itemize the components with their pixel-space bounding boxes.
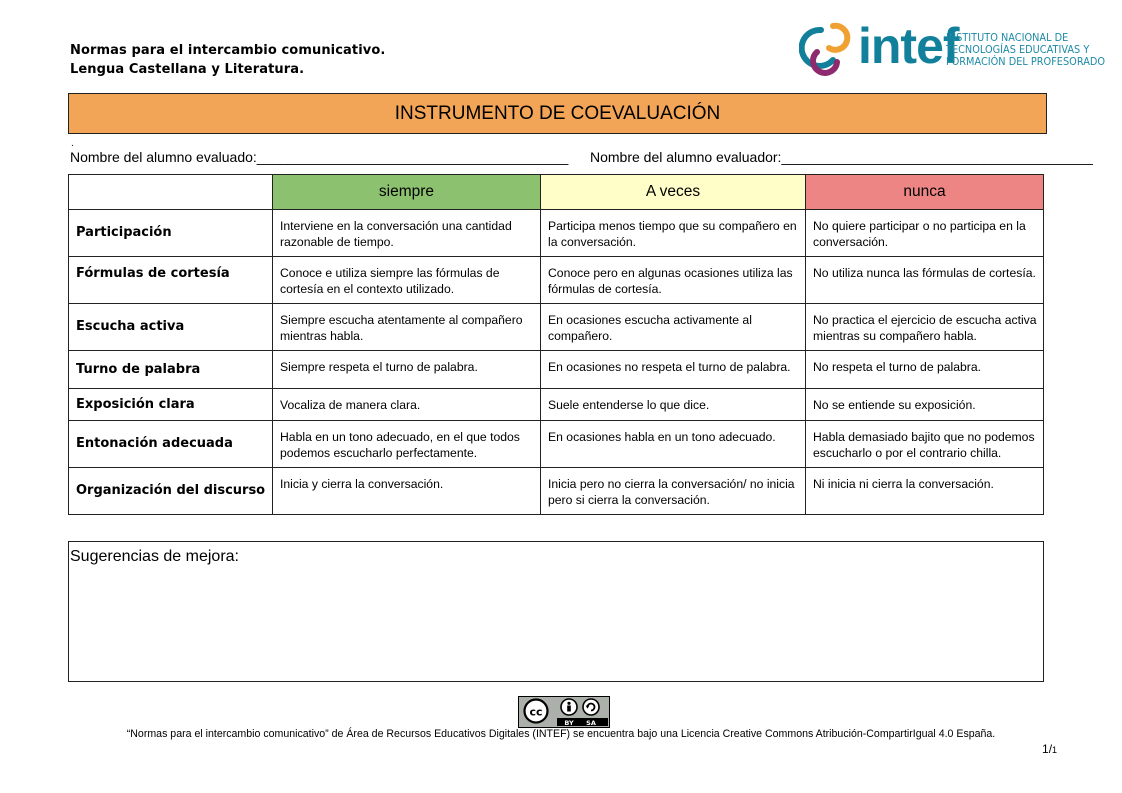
table-row bbox=[69, 351, 1044, 389]
header-empty-cell bbox=[69, 175, 273, 210]
nunca-cell: No respeta el turno de palabra. bbox=[806, 351, 1044, 389]
a-veces-cell: Inicia pero no cierra la conversación/ no inicia pero si cierra la conversación. bbox=[541, 468, 806, 515]
nunca-cell: No practica el ejercicio de escucha activa mientras su compañero habla. bbox=[806, 304, 1044, 351]
intef-subtitle-line-2: TECNOLOGÍAS EDUCATIVAS Y bbox=[946, 44, 1090, 56]
creative-commons-badge[interactable] bbox=[518, 696, 610, 728]
siempre-cell: Siempre respeta el turno de palabra. bbox=[273, 351, 541, 389]
a-veces-cell: Suele entenderse lo que dice. bbox=[541, 389, 806, 421]
page-total: 1 bbox=[1052, 745, 1058, 755]
rubric-table bbox=[68, 174, 1044, 515]
nunca-cell: Ni inicia ni cierra la conversación. bbox=[806, 468, 1044, 515]
criterion-cell: Organización del discurso bbox=[69, 468, 273, 515]
a-veces-cell: En ocasiones no respeta el turno de palabra. bbox=[541, 351, 806, 389]
nunca-cell: Habla demasiado bajito que no podemos escucharlo o por el contrario chilla. bbox=[806, 421, 1044, 468]
intef-logo-icon bbox=[799, 22, 855, 76]
nunca-cell: No utiliza nunca las fórmulas de cortesía. bbox=[806, 257, 1044, 304]
sa-label: SA bbox=[586, 719, 596, 727]
siempre-cell: Vocaliza de manera clara. bbox=[273, 389, 541, 421]
rubric-header-row bbox=[69, 175, 1044, 210]
table-row bbox=[69, 389, 1044, 421]
siempre-cell: Conoce e utiliza siempre las fórmulas de cortesía en el contexto utilizado. bbox=[273, 257, 541, 304]
suggestions-label: Sugerencias de mejora: bbox=[70, 548, 239, 565]
criterion-cell: Participación bbox=[69, 210, 273, 257]
document-title-line-2: Lengua Castellana y Literatura. bbox=[70, 62, 305, 77]
criterion-cell: Exposición clara bbox=[69, 389, 273, 421]
siempre-cell: Interviene en la conversación una cantidad razonable de tiempo. bbox=[273, 210, 541, 257]
header-siempre: siempre bbox=[273, 175, 541, 210]
intef-wordmark: intef bbox=[858, 18, 959, 74]
suggestions-box[interactable] bbox=[68, 541, 1044, 682]
banner-title: INSTRUMENTO DE COEVALUACIÓN bbox=[394, 102, 721, 124]
header-a-veces: A veces bbox=[541, 175, 806, 210]
intef-subtitle-line-1: INSTITUTO NACIONAL DE bbox=[946, 32, 1069, 44]
table-row bbox=[69, 257, 1044, 304]
intef-subtitle-line-3: FORMACIÓN DEL PROFESORADO bbox=[946, 56, 1106, 68]
page-current: 1 bbox=[1042, 742, 1049, 756]
cc-label: cc bbox=[529, 705, 543, 719]
siempre-cell: Inicia y cierra la conversación. bbox=[273, 468, 541, 515]
a-veces-cell: Participa menos tiempo que su compañero en la conversación. bbox=[541, 210, 806, 257]
criterion-cell: Entonación adecuada bbox=[69, 421, 273, 468]
table-row bbox=[69, 304, 1044, 351]
table-row bbox=[69, 421, 1044, 468]
siempre-cell: Habla en un tono adecuado, en el que todos podemos escucharlo perfectamente. bbox=[273, 421, 541, 468]
nunca-cell: No se entiende su exposición. bbox=[806, 389, 1044, 421]
stray-dot: . bbox=[71, 138, 74, 149]
document-title-line-1: Normas para el intercambio comunicativo. bbox=[70, 43, 386, 58]
evaluated-student-name-field: Nombre del alumno evaluado:________________________________________ bbox=[70, 149, 569, 165]
title-banner bbox=[68, 93, 1047, 134]
license-footer: “Normas para el intercambio comunicativo” de Área de Recursos Educativos Digitales (INTEF) se encuentra bajo una Licencia Creative Commons Atribución-CompartirIgual 4.0 España. bbox=[126, 728, 996, 740]
cc-by-sa-icon bbox=[519, 697, 609, 727]
a-veces-cell: Conoce pero en algunas ocasiones utiliza las fórmulas de cortesía. bbox=[541, 257, 806, 304]
criterion-cell: Turno de palabra bbox=[69, 351, 273, 389]
table-row bbox=[69, 468, 1044, 515]
table-row bbox=[69, 210, 1044, 257]
criterion-cell: Escucha activa bbox=[69, 304, 273, 351]
page-number: 1/1 bbox=[1042, 742, 1058, 756]
evaluator-student-name-field: Nombre del alumno evaluador:________________________________________ bbox=[590, 149, 1093, 165]
header-nunca: nunca bbox=[806, 175, 1044, 210]
criterion-cell: Fórmulas de cortesía bbox=[69, 257, 273, 304]
a-veces-cell: En ocasiones escucha activamente al compañero. bbox=[541, 304, 806, 351]
siempre-cell: Siempre escucha atentamente al compañero mientras habla. bbox=[273, 304, 541, 351]
by-label: BY bbox=[564, 719, 574, 727]
a-veces-cell: En ocasiones habla en un tono adecuado. bbox=[541, 421, 806, 468]
nunca-cell: No quiere participar o no participa en la conversación. bbox=[806, 210, 1044, 257]
